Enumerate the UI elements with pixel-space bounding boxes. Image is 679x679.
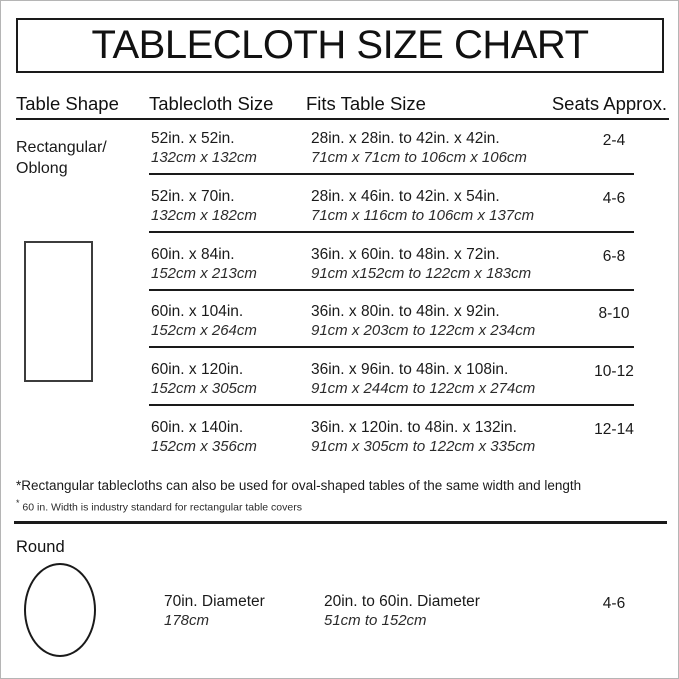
column-header-seats-approx: Seats Approx. xyxy=(551,93,667,114)
fits-table-size-cell xyxy=(324,592,480,630)
size-inches: 60in. x 84in. xyxy=(151,246,235,263)
size-cm: 152cm x 305cm xyxy=(151,380,257,397)
shape-label-round: Round xyxy=(16,538,65,556)
table-row xyxy=(1,302,679,342)
row-separator xyxy=(149,404,634,406)
size-inches: 60in. x 104in. xyxy=(151,303,244,320)
size-cm: 178cm xyxy=(164,612,210,629)
fits-cm: 51cm to 152cm xyxy=(324,612,427,629)
seats-cell: 12-14 xyxy=(594,421,634,438)
size-inches: 52in. x 70in. xyxy=(151,188,235,205)
table-row xyxy=(1,129,679,169)
header-underline xyxy=(16,118,669,120)
fits-cm: 91cm x 244cm to 122cm x 274cm xyxy=(311,380,536,397)
fits-table-size-cell xyxy=(311,360,535,398)
table-row xyxy=(1,187,679,227)
shape-label-line1: Rectangular/ xyxy=(16,139,107,156)
table-row-round xyxy=(1,592,679,632)
tablecloth-size-cell xyxy=(151,302,257,340)
section-divider xyxy=(14,521,667,524)
fits-inches: 36in. x 120in. to 48in. x 132in. xyxy=(311,419,517,436)
size-cm: 152cm x 264cm xyxy=(151,322,257,339)
size-inches: 60in. x 120in. xyxy=(151,361,244,378)
fits-inches: 36in. x 96in. to 48in. x 108in. xyxy=(311,361,509,378)
footnote-text: 60 in. Width is industry standard for rectangular table covers xyxy=(19,501,302,514)
row-separator xyxy=(149,346,634,348)
fits-table-size-cell xyxy=(311,418,535,456)
table-row xyxy=(1,360,679,400)
size-inches: 60in. x 140in. xyxy=(151,419,244,436)
fits-cm: 91cm x152cm to 122cm x 183cm xyxy=(311,265,532,282)
fits-cm: 91cm x 203cm to 122cm x 234cm xyxy=(311,322,536,339)
shape-label-line2: Oblong xyxy=(16,160,68,177)
size-cm: 152cm x 213cm xyxy=(151,265,257,282)
size-cm: 132cm x 132cm xyxy=(151,149,257,166)
seats-cell: 6-8 xyxy=(602,248,626,265)
size-inches: 52in. x 52in. xyxy=(151,130,235,147)
fits-table-size-cell xyxy=(311,302,535,340)
column-header-tablecloth-size: Tablecloth Size xyxy=(149,93,274,114)
tablecloth-size-cell xyxy=(164,592,265,630)
fits-table-size-cell xyxy=(311,187,534,225)
tablecloth-size-cell xyxy=(151,418,257,456)
title-box xyxy=(16,18,664,73)
fits-cm: 71cm x 116cm to 106cm x 137cm xyxy=(311,207,535,224)
fits-inches: 36in. x 80in. to 48in. x 92in. xyxy=(311,303,500,320)
fits-cm: 71cm x 71cm to 106cm x 106cm xyxy=(311,149,527,166)
row-separator xyxy=(149,289,634,291)
size-inches: 70in. Diameter xyxy=(164,593,265,610)
seats-cell: 4-6 xyxy=(602,595,626,612)
footnote-asterisk: * xyxy=(16,498,20,508)
fits-cm: 91cm x 305cm to 122cm x 335cm xyxy=(311,438,536,455)
row-separator xyxy=(149,231,634,233)
fits-table-size-cell xyxy=(311,129,527,167)
column-header-fits-table-size: Fits Table Size xyxy=(306,93,426,114)
seats-cell: 10-12 xyxy=(594,363,634,380)
tablecloth-size-cell xyxy=(151,129,257,167)
tablecloth-size-cell xyxy=(151,360,257,398)
fits-table-size-cell xyxy=(311,245,531,283)
fits-inches: 36in. x 60in. to 48in. x 72in. xyxy=(311,246,500,263)
size-cm: 132cm x 182cm xyxy=(151,207,257,224)
seats-cell: 8-10 xyxy=(598,305,630,322)
fits-inches: 20in. to 60in. Diameter xyxy=(324,593,480,610)
fits-inches: 28in. x 46in. to 42in. x 54in. xyxy=(311,188,500,205)
row-separator xyxy=(149,173,634,175)
size-cm: 152cm x 356cm xyxy=(151,438,257,455)
tablecloth-size-cell xyxy=(151,245,257,283)
tablecloth-size-cell xyxy=(151,187,257,225)
footnote-width-standard xyxy=(16,498,302,514)
column-header-table-shape: Table Shape xyxy=(16,93,119,114)
footnote-oval: *Rectangular tablecloths can also be used for oval-shaped tables of the same width and length xyxy=(16,478,582,493)
seats-cell: 4-6 xyxy=(602,190,626,207)
page-title: TABLECLOTH SIZE CHART xyxy=(91,23,589,67)
fits-inches: 28in. x 28in. to 42in. x 42in. xyxy=(311,130,500,147)
seats-cell: 2-4 xyxy=(602,132,626,149)
table-row xyxy=(1,245,679,285)
table-row xyxy=(1,418,679,458)
